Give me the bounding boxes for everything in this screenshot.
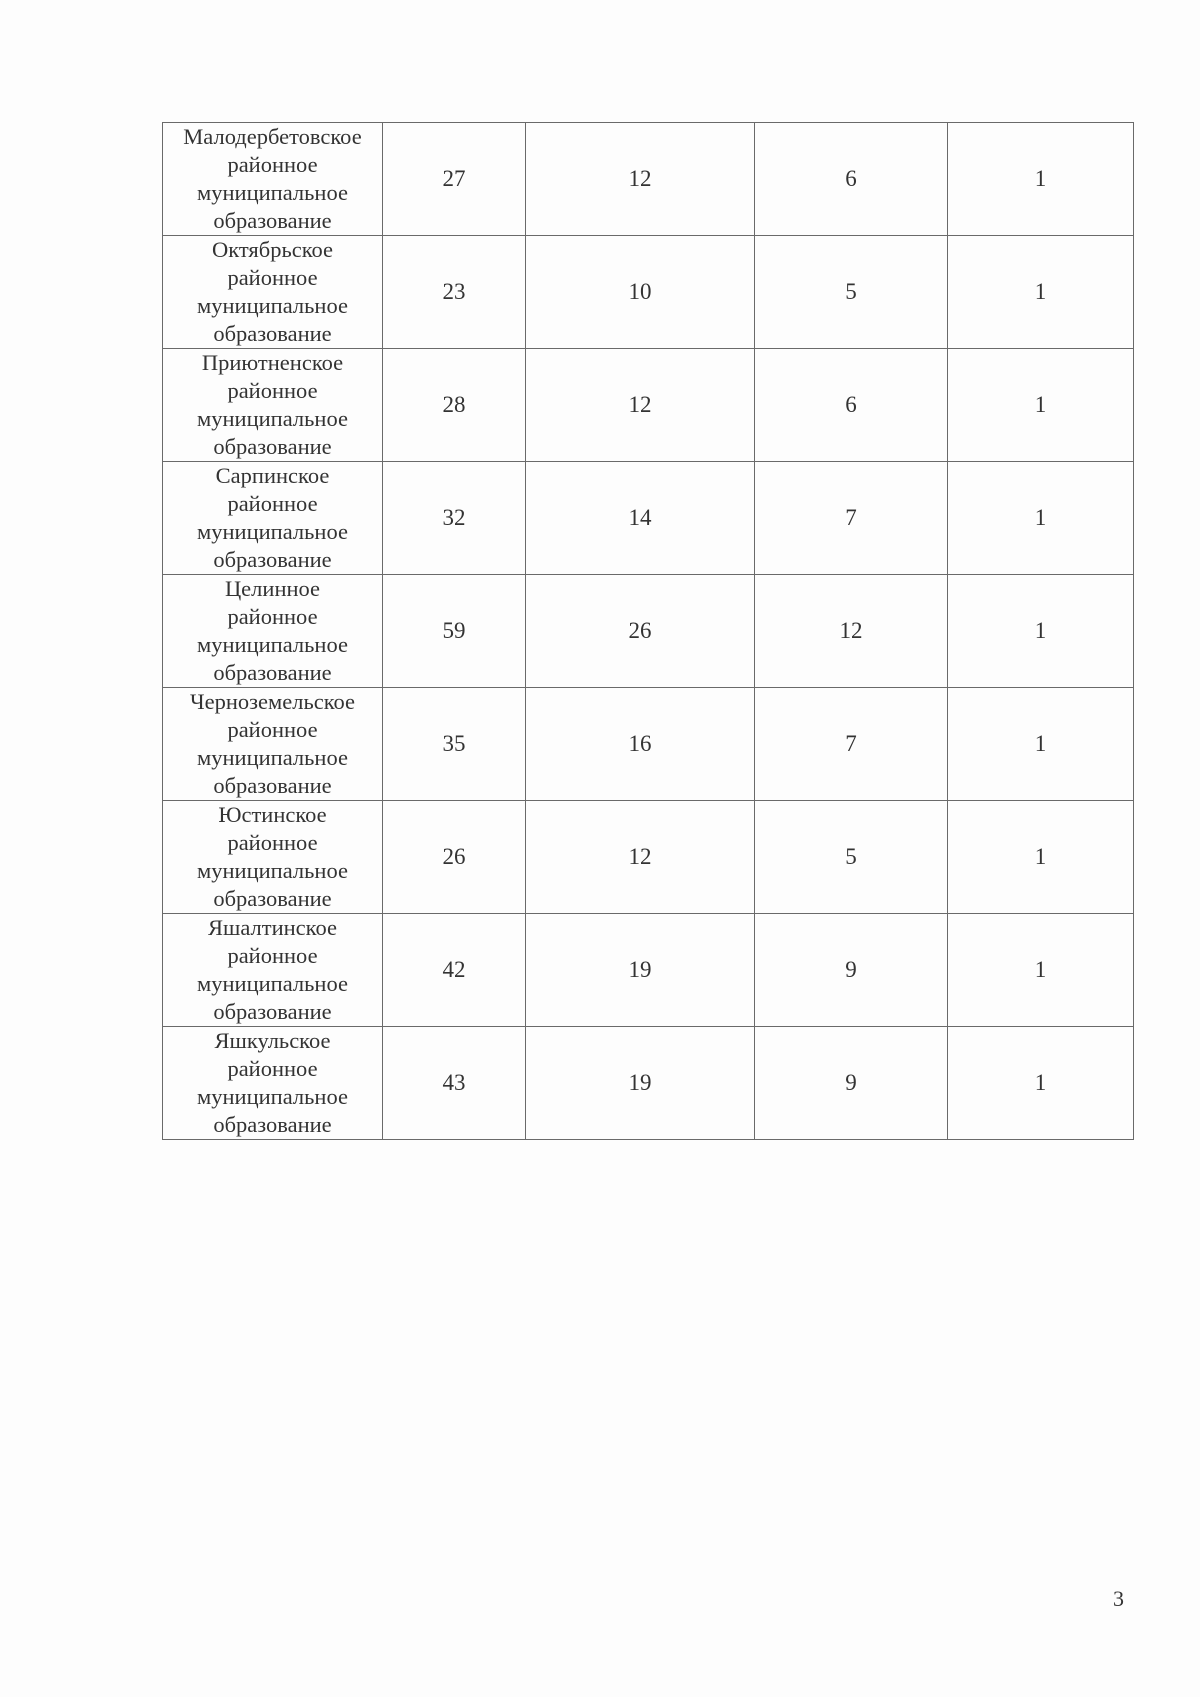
- value-cell: 1: [948, 688, 1134, 801]
- name-line: районное: [227, 830, 318, 855]
- value-cell: 1: [948, 123, 1134, 236]
- name-line: районное: [227, 717, 318, 742]
- value-cell: 7: [755, 688, 948, 801]
- name-line: Черноземельское: [189, 689, 356, 714]
- name-line: образование: [213, 999, 332, 1024]
- table-row: [163, 123, 1134, 236]
- value-cell: 42: [383, 914, 526, 1027]
- value-cell: 12: [526, 349, 755, 462]
- name-line: муниципальное: [197, 406, 348, 431]
- name-line: Малодербетовское: [183, 124, 362, 149]
- name-line: муниципальное: [197, 293, 348, 318]
- municipality-name-cell: [163, 914, 383, 1027]
- table-body: [163, 123, 1134, 1140]
- value-cell: 12: [526, 801, 755, 914]
- name-line: образование: [213, 547, 332, 572]
- name-line: образование: [213, 773, 332, 798]
- value-cell: 12: [526, 123, 755, 236]
- name-line: Яшалтинское: [208, 915, 337, 940]
- municipality-name-cell: [163, 462, 383, 575]
- table-row: [163, 801, 1134, 914]
- value-cell: 1: [948, 462, 1134, 575]
- name-line: муниципальное: [197, 971, 348, 996]
- value-cell: 32: [383, 462, 526, 575]
- name-line: муниципальное: [197, 519, 348, 544]
- name-line: образование: [213, 886, 332, 911]
- value-cell: 35: [383, 688, 526, 801]
- name-line: районное: [227, 491, 318, 516]
- name-line: Октябрьское: [211, 237, 333, 262]
- value-cell: 14: [526, 462, 755, 575]
- name-line: Приютненское: [201, 350, 344, 375]
- value-cell: 1: [948, 801, 1134, 914]
- value-cell: 1: [948, 236, 1134, 349]
- name-line: муниципальное: [197, 632, 348, 657]
- value-cell: 1: [948, 349, 1134, 462]
- municipality-name-cell: [163, 801, 383, 914]
- value-cell: 1: [948, 1027, 1134, 1140]
- name-line: образование: [213, 321, 332, 346]
- name-line: образование: [213, 660, 332, 685]
- name-line: Яшкульское: [214, 1028, 331, 1053]
- name-line: районное: [227, 152, 318, 177]
- value-cell: 26: [383, 801, 526, 914]
- value-cell: 26: [526, 575, 755, 688]
- name-line: районное: [227, 265, 318, 290]
- table-row: [163, 1027, 1134, 1140]
- name-line: Сарпинское: [215, 463, 330, 488]
- municipality-name-cell: [163, 123, 383, 236]
- name-line: муниципальное: [197, 1084, 348, 1109]
- value-cell: 43: [383, 1027, 526, 1140]
- value-cell: 9: [755, 1027, 948, 1140]
- value-cell: 6: [755, 349, 948, 462]
- name-line: районное: [227, 604, 318, 629]
- table-row: [163, 688, 1134, 801]
- value-cell: 1: [948, 575, 1134, 688]
- name-line: районное: [227, 943, 318, 968]
- table-row: [163, 575, 1134, 688]
- municipality-name-cell: [163, 575, 383, 688]
- value-cell: 12: [755, 575, 948, 688]
- name-line: муниципальное: [197, 180, 348, 205]
- table-row: [163, 236, 1134, 349]
- name-line: районное: [227, 378, 318, 403]
- value-cell: 28: [383, 349, 526, 462]
- table-row: [163, 349, 1134, 462]
- municipalities-table: [162, 122, 1134, 1140]
- table-row: [163, 462, 1134, 575]
- value-cell: 6: [755, 123, 948, 236]
- name-line: муниципальное: [197, 858, 348, 883]
- name-line: районное: [227, 1056, 318, 1081]
- value-cell: 23: [383, 236, 526, 349]
- value-cell: 5: [755, 801, 948, 914]
- name-line: Юстинское: [218, 802, 327, 827]
- name-line: образование: [213, 1112, 332, 1137]
- value-cell: 7: [755, 462, 948, 575]
- value-cell: 19: [526, 1027, 755, 1140]
- municipality-name-cell: [163, 349, 383, 462]
- municipality-name-cell: [163, 1027, 383, 1140]
- value-cell: 1: [948, 914, 1134, 1027]
- name-line: Целинное: [224, 576, 321, 601]
- value-cell: 10: [526, 236, 755, 349]
- value-cell: 27: [383, 123, 526, 236]
- value-cell: 16: [526, 688, 755, 801]
- value-cell: 9: [755, 914, 948, 1027]
- municipality-name-cell: [163, 688, 383, 801]
- page-number: 3: [1113, 1586, 1124, 1611]
- value-cell: 19: [526, 914, 755, 1027]
- name-line: муниципальное: [197, 745, 348, 770]
- name-line: образование: [213, 208, 332, 233]
- table-row: [163, 914, 1134, 1027]
- value-cell: 5: [755, 236, 948, 349]
- municipality-name-cell: [163, 236, 383, 349]
- name-line: образование: [213, 434, 332, 459]
- value-cell: 59: [383, 575, 526, 688]
